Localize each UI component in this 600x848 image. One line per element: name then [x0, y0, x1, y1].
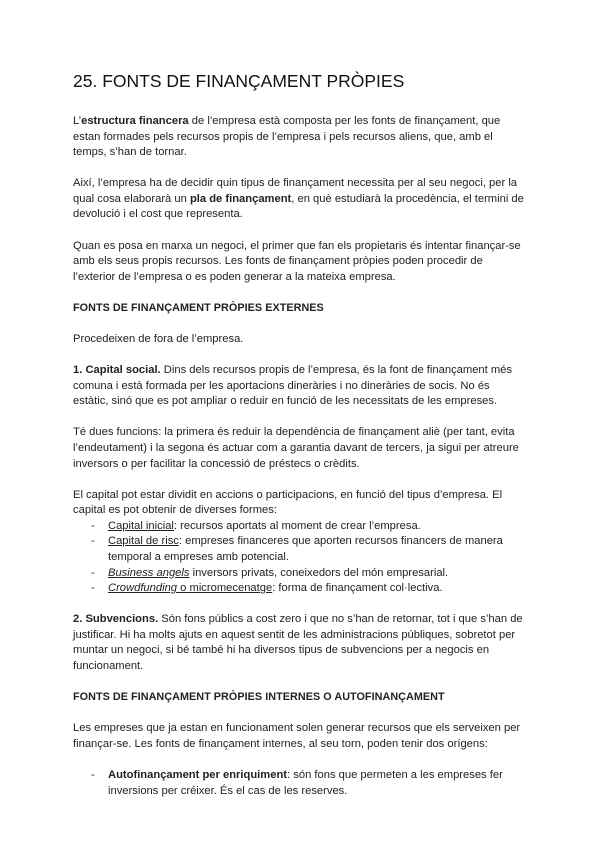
text-run: : forma de finançament col·lectiva. [272, 582, 443, 595]
page-title: 25. FONTS DE FINANÇAMENT PRÒPIES [73, 71, 405, 91]
section-heading-externes: FONTS DE FINANÇAMENT PRÒPIES EXTERNES [73, 301, 324, 314]
text-run: Dins dels recursos propis de l’empresa, és la font de finançament més comuna i està formada per les aportacions dineràries i no dineràries de socis. No és estàtic, sinó que es pot ampliar o reduir en funció de les necessitats de les empreses. [73, 364, 513, 408]
capital-list [73, 519, 528, 597]
list-item [73, 768, 528, 799]
text-run: : empreses financeres que aporten recursos financers de manera temporal a empreses amb potencial. [108, 535, 503, 563]
paragraph-accions: El capital pot estar dividit en accions o participacions, en funció del tipus d’empresa. El capital es pot obtenir de diverses formes: [73, 488, 503, 517]
list-item [73, 534, 528, 565]
text-run: Així, l’empresa ha de decidir quin tipus de finançament necessita per al seu negoci, per la qual cosa elaborarà un [73, 177, 518, 205]
list-item [73, 566, 528, 582]
text-run: : són fons que permeten a les empreses fer inversions per créixer. És el cas de les reserves. [108, 768, 503, 797]
text-run: L’ [73, 115, 82, 127]
list-item [73, 581, 528, 597]
paragraph-estructura [73, 114, 528, 161]
autofinancament-list [73, 768, 528, 799]
bold-term: 2. Subvencions. [73, 613, 159, 626]
underlined-term: micromecenatge [189, 582, 273, 595]
bold-term: Autofinançament per enriquiment [108, 768, 288, 781]
underlined-term: Crowdfunding [108, 582, 178, 595]
paragraph-internes-intro: Les empreses que ja estan en funcionament solen generar recursos que els serveixen per finançar-se. Les fonts de finançament internes, al seu torn, poden tenir dos orígens: [73, 722, 521, 750]
bold-term: pla de finançament [189, 192, 292, 205]
text-run: de l’empresa està composta per les fonts de finançament, que estan formades pels recursos propis de l’empresa i pels recursos aliens, que, amb el temps, s’han de tornar. [73, 115, 501, 159]
underlined-term: Capital inicial [108, 519, 174, 532]
paragraph-negoci: Quan es posa en marxa un negoci, el primer que fan els propietaris és intentar finançar-se amb els seus propis recursos. Les fonts de finançament pròpies poden procedir de l’exterior de l’empresa o es poden generar a la mateixa empresa. [73, 239, 521, 283]
document-page [73, 62, 528, 815]
text-run: Són fons públics a cost zero i que no s’han de retornar, tot i que s’han de justificar. Hi ha molts ajuts en aquest sentit de les administracions públiques, sobretot per muntar un negoci, si bé també hi ha diversos tipus de subvencions per a negocis en funcionament. [73, 613, 523, 673]
text-run: o [177, 582, 190, 595]
section-heading-internes: FONTS DE FINANÇAMENT PRÒPIES INTERNES O AUTOFINANÇAMENT [73, 691, 445, 704]
underlined-term: Business angels [108, 566, 190, 579]
text-run: , en què estudiarà la procedència, el termini de devolució i el cost que representa. [73, 192, 524, 221]
paragraph-capital-social [73, 363, 528, 410]
paragraph-funcions: Té dues funcions: la primera és reduir la dependència de finançament aliè (per tant, evita l’endeutament) i la segona és actuar com a garantia davant de tercers, ja sigui per atreure inversors o per facilitar la concessió de préstecs o crèdits. [73, 426, 519, 470]
paragraph-subvencions [73, 612, 528, 674]
text-run: inversors privats, coneixedors del món empresarial. [189, 566, 449, 579]
bold-term: estructura financera [81, 115, 189, 127]
underlined-term: Capital de risc [108, 535, 179, 548]
bold-term: 1. Capital social. [73, 364, 161, 377]
paragraph-pla [73, 176, 528, 223]
paragraph-procedeixen: Procedeixen de fora de l’empresa. [73, 332, 244, 345]
list-item [73, 519, 528, 535]
text-run: : recursos aportats al moment de crear l’empresa. [173, 519, 421, 532]
